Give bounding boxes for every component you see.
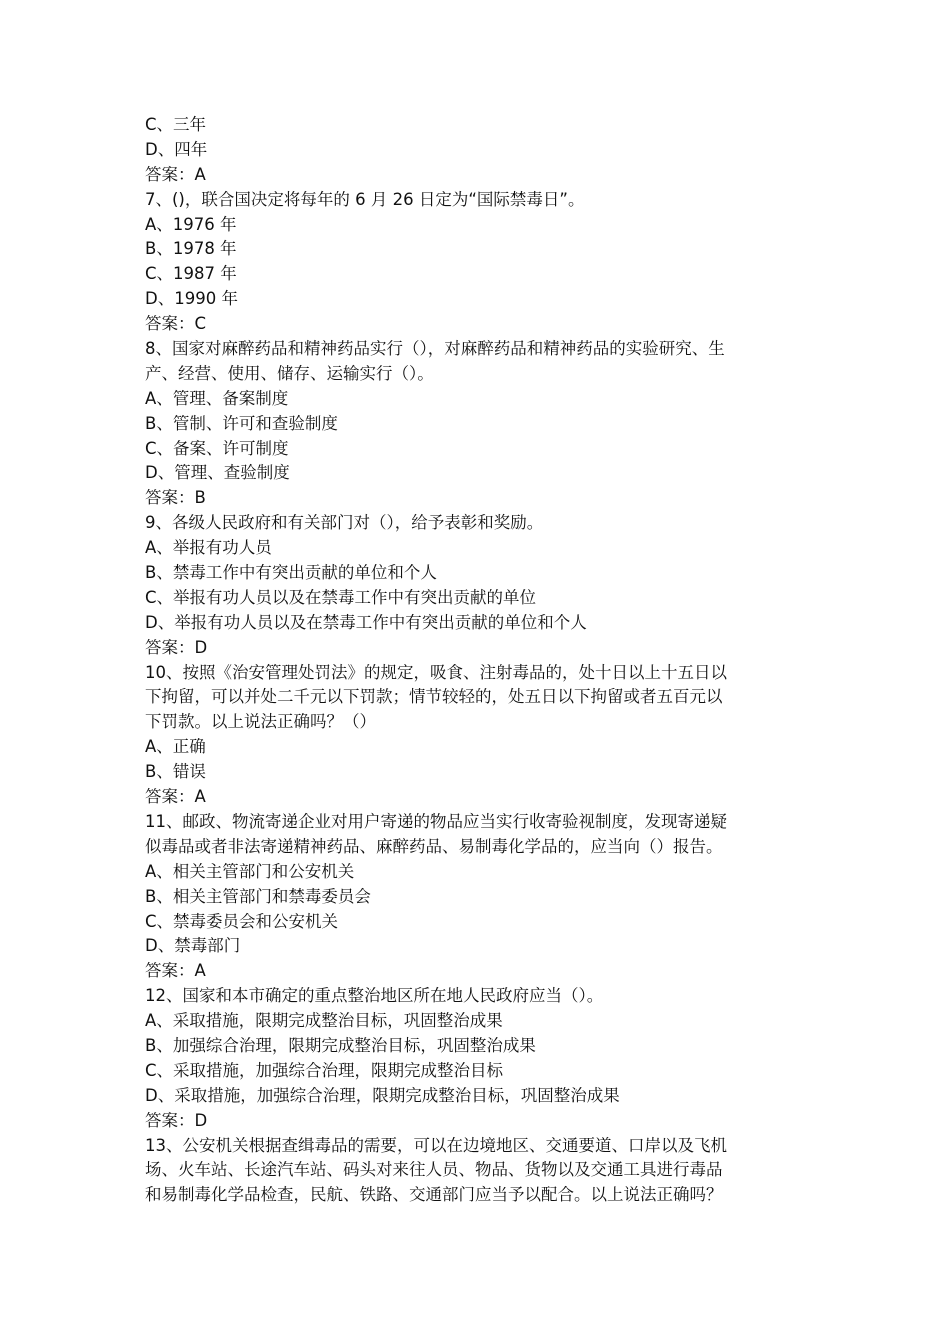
option-line: C、1987 年 (145, 264, 237, 284)
option-line: D、禁毒部门 (145, 936, 241, 956)
option-line: A、管理、备案制度 (145, 388, 289, 408)
question-line: 7、()，联合国决定将每年的 6 月 26 日定为“国际禁毒日”。 (145, 189, 585, 209)
question-line: 9、各级人民政府和有关部门对（），给予表彰和奖励。 (145, 513, 544, 533)
option-line: A、相关主管部门和公安机关 (145, 861, 355, 881)
document-body (145, 113, 810, 1208)
option-line: B、加强综合治理，限期完成整治目标，巩固整治成果 (145, 1035, 536, 1055)
option-line: B、1978 年 (145, 239, 237, 259)
option-line: B、错误 (145, 762, 206, 782)
text-line: D、四年 (145, 139, 208, 159)
option-line: A、采取措施，限期完成整治目标，巩固整治成果 (145, 1011, 503, 1031)
option-line: D、采取措施，加强综合治理，限期完成整治目标，巩固整治成果 (145, 1085, 620, 1105)
option-line: B、相关主管部门和禁毒委员会 (145, 886, 371, 906)
answer-line: 答案：A (145, 787, 206, 807)
option-line: A、1976 年 (145, 214, 237, 234)
answer-line: 答案：A (145, 164, 206, 184)
text-line: C、三年 (145, 115, 207, 134)
question-line: 11、邮政、物流寄递企业对用户寄递的物品应当实行收寄验视制度，发现寄递疑 (145, 811, 727, 831)
question-line: 下罚款。以上说法正确吗？（） (145, 712, 376, 732)
question-line: 8、国家对麻醉药品和精神药品实行（），对麻醉药品和精神药品的实验研究、生 (145, 339, 725, 359)
option-line: C、备案、许可制度 (145, 438, 289, 458)
option-line: D、1990 年 (145, 289, 238, 309)
question-line: 和易制毒化学品检查，民航、铁路、交通部门应当予以配合。以上说法正确吗？ (145, 1185, 723, 1205)
answer-line: 答案：B (145, 488, 206, 508)
answer-line: 答案：A (145, 961, 206, 981)
question-line: 似毒品或者非法寄递精神药品、麻醉药品、易制毒化学品的，应当向（）报告。 (145, 836, 723, 856)
question-line: 13、公安机关根据查缉毒品的需要，可以在边境地区、交通要道、口岸以及飞机 (145, 1135, 727, 1155)
option-line: D、举报有功人员以及在禁毒工作中有突出贡献的单位和个人 (145, 612, 587, 632)
option-line: C、禁毒委员会和公安机关 (145, 911, 339, 931)
question-line: 下拘留，可以并处二千元以下罚款；情节较轻的，处五日以下拘留或者五百元以 (145, 687, 723, 707)
option-line: B、管制、许可和查验制度 (145, 413, 338, 433)
option-line: A、举报有功人员 (145, 538, 272, 558)
option-line: A、正确 (145, 737, 206, 757)
question-line: 场、火车站、长途汽车站、码头对来往人员、物品、货物以及交通工具进行毒品 (145, 1160, 723, 1180)
question-line: 10、按照《治安管理处罚法》的规定，吸食、注射毒品的，处十日以上十五日以 (145, 662, 727, 682)
question-line: 产、经营、使用、储存、运输实行（）。 (145, 363, 434, 383)
option-line: C、采取措施，加强综合治理，限期完成整治目标 (145, 1060, 504, 1080)
answer-line: 答案：D (145, 1110, 208, 1130)
answer-line: 答案：C (145, 314, 207, 334)
option-line: D、管理、查验制度 (145, 463, 290, 483)
option-line: B、禁毒工作中有突出贡献的单位和个人 (145, 563, 437, 583)
question-line: 12、国家和本市确定的重点整治地区所在地人民政府应当（）。 (145, 986, 604, 1006)
option-line: C、举报有功人员以及在禁毒工作中有突出贡献的单位 (145, 587, 537, 607)
answer-line: 答案：D (145, 637, 208, 657)
